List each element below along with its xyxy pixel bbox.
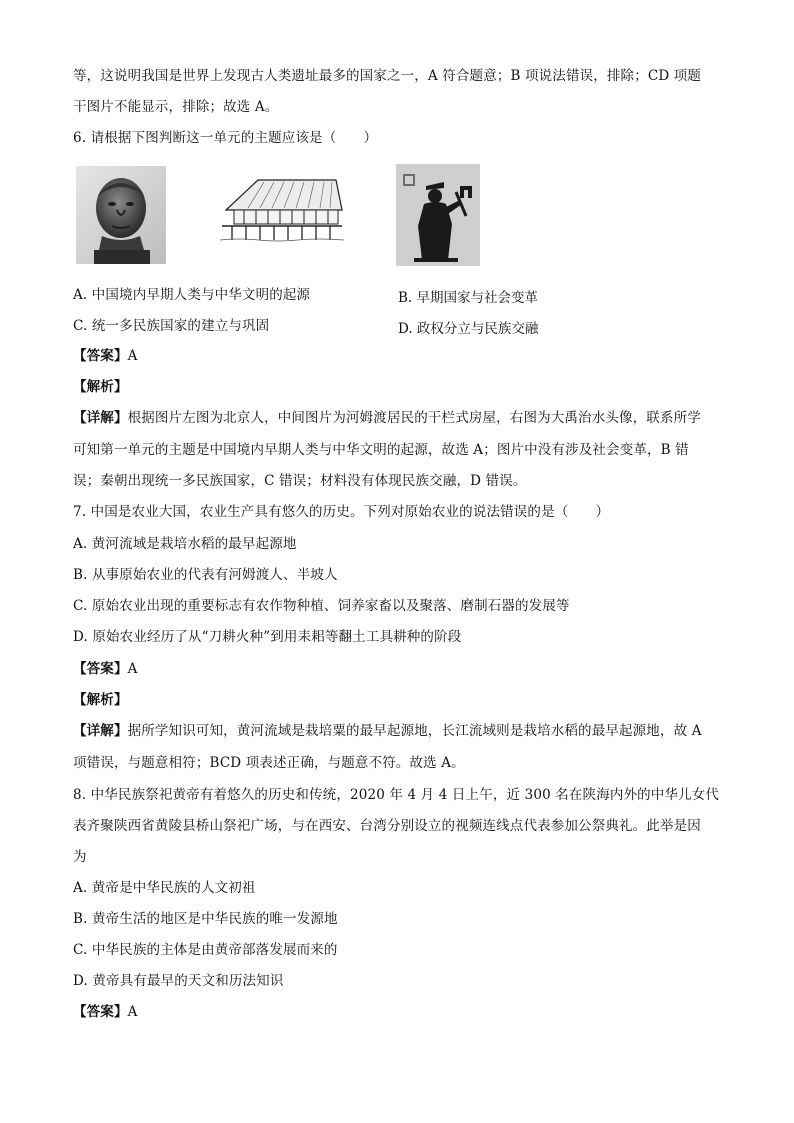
question-8-stem: 为 [73,849,87,865]
text-line: 干图片不能显示，排除；故选 A。 [73,99,279,115]
question-8-option-b: B. 黄帝生活的地区是中华民族的唯一发源地 [73,911,338,927]
question-8-option-d: D. 黄帝具有最早的天文和历法知识 [73,973,284,989]
question-8-option-a: A. 黄帝是中华民族的人文初祖 [73,880,256,896]
beijing-man-bust-image [76,166,166,264]
answer-tag: 【答案】 [73,348,128,364]
answer-value: A [127,348,138,364]
analysis-tag: 【解析】 [73,692,128,708]
detail-text: 据所学知识可知，黄河流域是栽培粟的最早起源地，长江流域则是栽培水稻的最早起源地，故 A [127,723,702,739]
question-7-analysis-tag [73,691,128,709]
question-6-detail-line [73,409,701,427]
answer-value: A [127,661,138,677]
question-6-stem: 6. 请根据下图判断这一单元的主题应该是（ ） [73,130,378,146]
question-7-detail-line [73,722,702,740]
question-6-option-d: D. 政权分立与民族交融 [398,321,539,337]
detail-tag: 【详解】 [73,410,128,426]
question-6-option-b: B. 早期国家与社会变革 [398,290,539,306]
question-7-detail-line: 项错误，与题意相符；BCD 项表述正确，与题意不符。故选 A。 [73,755,465,771]
answer-tag: 【答案】 [73,1004,128,1020]
question-8-answer-line [73,1003,138,1021]
answer-value: A [127,1004,138,1020]
question-6-analysis-tag [73,378,128,396]
question-7-answer-line [73,660,138,678]
detail-text: 根据图片左图为北京人，中间图片为河姆渡居民的干栏式房屋，右图为大禹治水头像，联系所学 [127,410,701,426]
question-6-detail-line: 误；秦朝出现统一多民族国家，C 错误；材料没有体现民族交融，D 错误。 [73,473,527,489]
question-8-stem: 表齐聚陕西省黄陵县桥山祭祀广场，与在西安、台湾分别设立的视频连线点代表参加公祭典礼。此举是因 [73,818,701,834]
answer-tag: 【答案】 [73,661,128,677]
text-line: 等，这说明我国是世界上发现古人类遗址最多的国家之一，A 符合题意；B 项说法错误，排除；CD 项题 [73,68,702,84]
question-6-detail-line: 可知第一单元的主题是中国境内早期人类与中华文明的起源，故选 A；图片中没有涉及社会变革，B 错 [73,442,689,458]
yu-the-great-relief-image [396,164,480,266]
cropped-text-remnant [73,156,303,160]
question-8-option-c: C. 中华民族的主体是由黄帝部落发展而来的 [73,942,338,958]
question-6-option-c: C. 统一多民族国家的建立与巩固 [73,318,270,334]
question-7-option-b: B. 从事原始农业的代表有河姆渡人、半坡人 [73,567,338,583]
question-6-answer-line [73,347,138,365]
question-7-option-a: A. 黄河流域是栽培水稻的最早起源地 [73,536,297,552]
question-7-option-d: D. 原始农业经历了从“刀耕火种”到用耒耜等翻土工具耕种的阶段 [73,629,462,645]
stilt-house-image [218,176,346,244]
question-7-option-c: C. 原始农业出现的重要标志有农作物种植、饲养家畜以及聚落、磨制石器的发展等 [73,598,570,614]
detail-tag: 【详解】 [73,723,128,739]
question-8-stem: 8. 中华民族祭祀黄帝有着悠久的历史和传统，2020 年 4 月 4 日上午，近 300 名在陕海内外的中华儿女代 [73,787,720,803]
question-6-option-a: A. 中国境内早期人类与中华文明的起源 [73,287,311,303]
analysis-tag: 【解析】 [73,379,128,395]
question-7-stem: 7. 中国是农业大国，农业生产具有悠久的历史。下列对原始农业的说法错误的是（ ） [73,504,610,520]
